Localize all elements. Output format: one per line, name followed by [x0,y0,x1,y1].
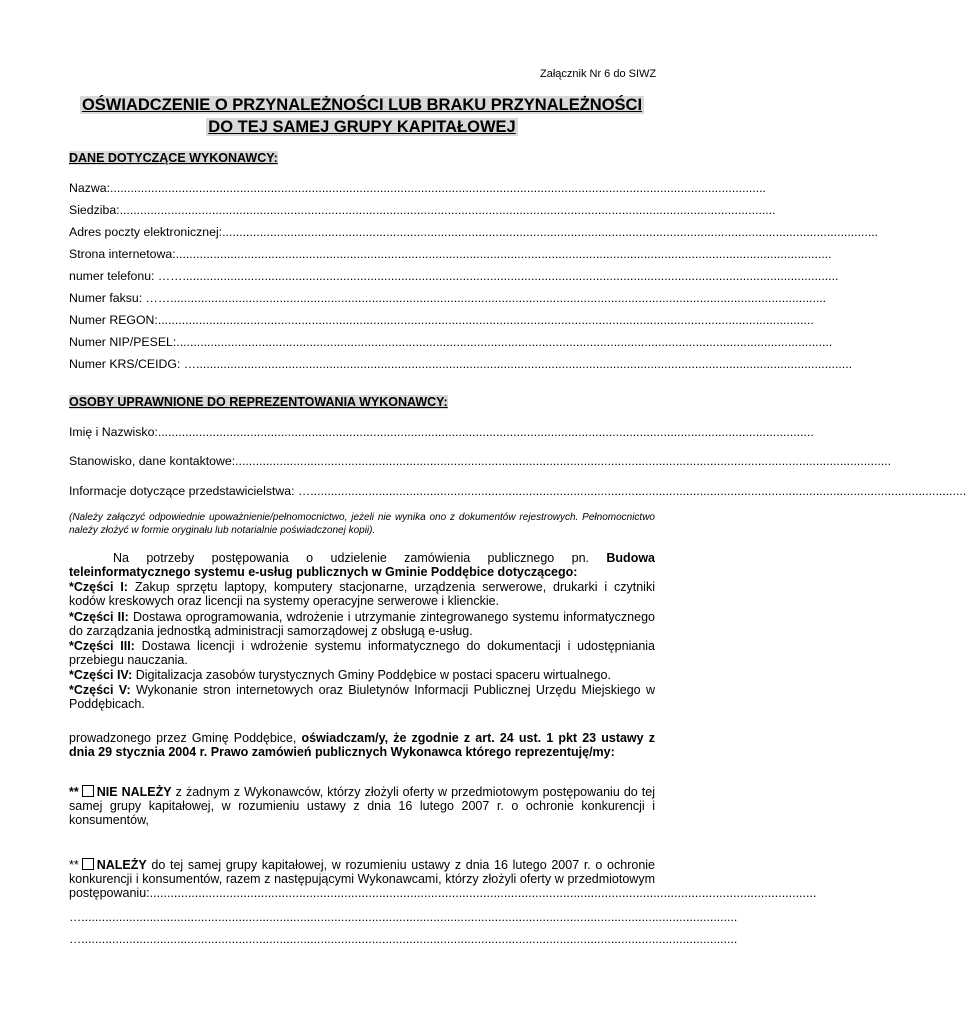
field-name[interactable]: Nazwa: ................................................................................................................................................................................................ [69,181,766,195]
field-representation-info[interactable]: Informacje dotyczące przedstawicielstwa: … ................................................................................................................................................................................................ [69,484,966,498]
field-seat[interactable]: Siedziba: ................................................................................................................................................................................................ [69,203,776,217]
field-fax[interactable]: Numer faksu: …… ................................................................................................................................................................................................ [69,291,827,305]
field-nip-pesel[interactable]: Numer NIP/PESEL: ................................................................................................................................................................................................ [69,335,833,349]
member-checkbox[interactable] [82,858,94,870]
field-phone[interactable]: numer telefonu: …… ................................................................................................................................................................................................ [69,269,839,283]
field-krs-ceidg[interactable]: Numer KRS/CEIDG: … ................................................................................................................................................................................................ [69,357,853,371]
contractor-section-heading: DANE DOTYCZĄCE WYKONAWCY: [69,151,278,165]
member-list-fill[interactable]: ................................................................................................................................................................................................ [149,886,817,901]
part-1: *Części I: Zakup sprzętu laptopy, komputery stacjonarne, urządzenia serwerowe, drukarki i czytniki kodów kreskowych oraz licencji na systemy operacyjne serwerowe i klienckie. [69,580,655,609]
document-title-line-1: OŚWIADCZENIE O PRZYNALEŻNOŚCI LUB BRAKU PRZYNALEŻNOŚCI [81,96,643,114]
power-of-attorney-note: (Należy załączyć odpowiednie upoważnienie/pełnomocnictwo, jeżeli nie wynika ono z dokumentów rejestrowych. Pełnomocnictwo należy złożyć w formie oryginału lub notarialnie poświadczonej kopii). [69,512,655,536]
field-full-name[interactable]: Imię i Nazwisko: ................................................................................................................................................................................................ [69,425,814,439]
part-3: *Części III: Dostawa licencji i wdrożenie systemu informatycznego do dokumentacji i udostępniania przebiegu nauczania. [69,639,655,668]
option-member: ** NALEŻY do tej samej grupy kapitałowej, w rozumieniu ustawy z dnia 16 lutego 2007 r. o ochronie konkurencji i konsumentów, razem z następującymi Wykonawcami, którzy złożyli oferty w przedmiotowym postępowaniu:................................................................................................................................................................................................ [69,858,817,901]
part-5: *Części V: Wykonanie stron internetowych oraz Biuletynów Informacji Publicznej Urzędu Miejskiego w Poddębicach. [69,683,655,712]
attachment-label: Załącznik Nr 6 do SIWZ [540,68,657,80]
field-position-contact[interactable]: Stanowisko, dane kontaktowe: ................................................................................................................................................................................................ [69,454,892,468]
not-member-checkbox[interactable] [82,785,94,797]
option-not-member: ** NIE NALEŻY z żadnym z Wykonawców, którzy złożyli oferty w przedmiotowym postępowaniu do tej samej grupy kapitałowej, w rozumieniu ustawy z dnia 16 lutego 2007 r. o ochronie konkurencji i konsumentów, [69,785,655,828]
part-2: *Części II: Dostawa oprogramowania, wdrożenie i utrzymanie zintegrowanego systemu informatycznego do zarządzania jednostką administracji samorządowej z obsługą e-usług. [69,610,655,639]
procurement-intro: Na potrzeby postępowania o udzielenie zamówienia publicznego pn. Budowa teleinformatycznego systemu e-usług publicznych w Gminie Poddębice dotyczącego: [69,551,655,580]
declaration-statement: prowadzonego przez Gminę Poddębice, oświadczam/y, że zgodnie z art. 24 ust. 1 pkt 23 ustawy z dnia 29 stycznia 2004 r. Prawo zamówień publicznych Wykonawca którego reprezentuję/my: [69,731,655,760]
field-website[interactable]: Strona internetowa: ................................................................................................................................................................................................ [69,247,832,261]
part-4: *Części IV: Digitalizacja zasobów turystycznych Gminy Poddębice w postaci spaceru wirtualnego. [69,668,611,682]
member-list-line-2[interactable]: …................................................................................................................................................................................................ [69,932,738,946]
representatives-section-heading: OSOBY UPRAWNIONE DO REPREZENTOWANIA WYKONAWCY: [69,395,448,409]
member-list-line-1[interactable]: …................................................................................................................................................................................................ [69,910,738,924]
field-regon[interactable]: Numer REGON: ................................................................................................................................................................................................ [69,313,814,327]
field-email[interactable]: Adres poczty elektronicznej: ................................................................................................................................................................................................ [69,225,879,239]
document-title-line-2: DO TEJ SAMEJ GRUPY KAPITAŁOWEJ [208,118,516,136]
